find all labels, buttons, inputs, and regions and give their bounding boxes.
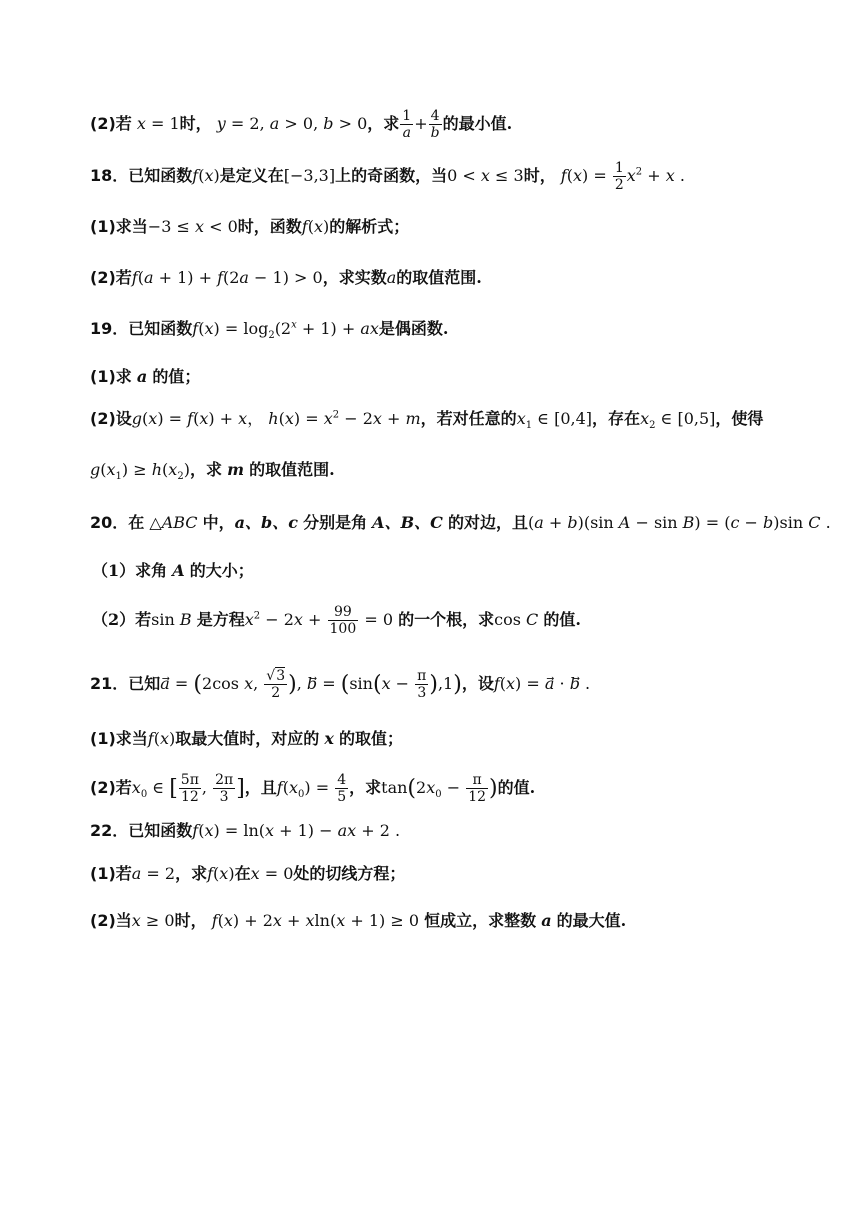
q19-part2-cont: $g(x_1) \ge h(x_2)$，求 m 的取值范围.	[90, 460, 335, 483]
q18-stem: 18．已知函数f(x)是定义在[−3,3]上的奇函数，当0 < x ≤ 3时， f(x) = $\frac{1}{2}$ $x^2 + x$ .	[90, 160, 685, 193]
fraction: $\frac{\pi}{3}$	[417, 668, 427, 701]
q21-stem: 21．已知a⃗ = (2cos x, $\frac{√3}{2}$ ), b⃗ = (sin(x − $\frac{\pi}{3}$ ),1)，设f(x) = a⃗ · b⃗ .	[90, 668, 591, 701]
fraction: $\frac{1}{2}$	[614, 160, 624, 193]
fraction: $\frac{1}{a}$	[402, 108, 412, 141]
q20-stem: 20．在 △ABC 中，a、b、c 分别是角 A、B、C 的对边，且(a + b)(sin A − sin B) = (c − b)sin C .	[90, 513, 831, 532]
fraction: $\frac{√3}{2}$	[266, 668, 286, 701]
q18-part1: (1)求当−3 ≤ x < 0时，函数f(x)的解析式；	[90, 217, 410, 236]
q22-part1: (1)若a = 2，求f(x)在x = 0处的切线方程；	[90, 864, 406, 883]
q18-part2: (2)若f(a + 1) + f(2a − 1) > 0，求实数a的取值范围.	[90, 268, 482, 287]
q17-part2: (2)若 x = 1时， y = 2, a > 0, b > 0，求 $\frac{1}{a}$ + $\frac{4}{b}$ 的最小值.	[90, 108, 513, 141]
q19-part2: (2)设g(x) = f(x) + x， $h(x) = x^2 - 2x + m$，若对任意的$x_1$ ∈ [0,4]，存在$x_2$ ∈ [0,5]，使得	[90, 409, 764, 432]
fraction: $\frac{99}{100}$	[329, 604, 357, 637]
fraction: $\frac{2\pi}{3}$	[215, 772, 234, 805]
q21-part2: (2)若$x_0$ ∈ [ $\frac{5\pi}{12}$ , $\frac{2\pi}{3}$ ]，且$f(x_0)$ = $\frac{4}{5}$ ，求$\tan(2x_0$ − $\frac{\pi}{12}$ )的值.	[90, 772, 536, 805]
q22-part2: (2)当x ≥ 0时， f(x) + 2x + xln(x + 1) ≥ 0 恒成立，求整数 a 的最大值.	[90, 911, 627, 930]
q20-part1: （1）求角 A 的大小；	[92, 561, 254, 580]
fraction: $\frac{4}{b}$	[430, 108, 440, 141]
q19-stem: 19．已知函数$f(x) = \log_2(2^x + 1)$ + ax是偶函数.	[90, 319, 449, 342]
fraction: $\frac{4}{5}$	[337, 772, 347, 805]
fraction: $\frac{5\pi}{12}$	[180, 772, 199, 805]
q20-part2: （2）若sin B 是方程$x^2 - 2x$ + $\frac{99}{100}$ = 0 的一个根，求cos C 的值.	[92, 604, 581, 637]
q19-part1: (1)求 a 的值；	[90, 367, 201, 386]
fraction: $\frac{\pi}{12}$	[468, 772, 487, 805]
q22-stem: 22．已知函数f(x) = ln(x + 1) − ax + 2 .	[90, 821, 401, 840]
q21-part1: (1)求当f(x)取最大值时，对应的 x 的取值；	[90, 729, 403, 748]
